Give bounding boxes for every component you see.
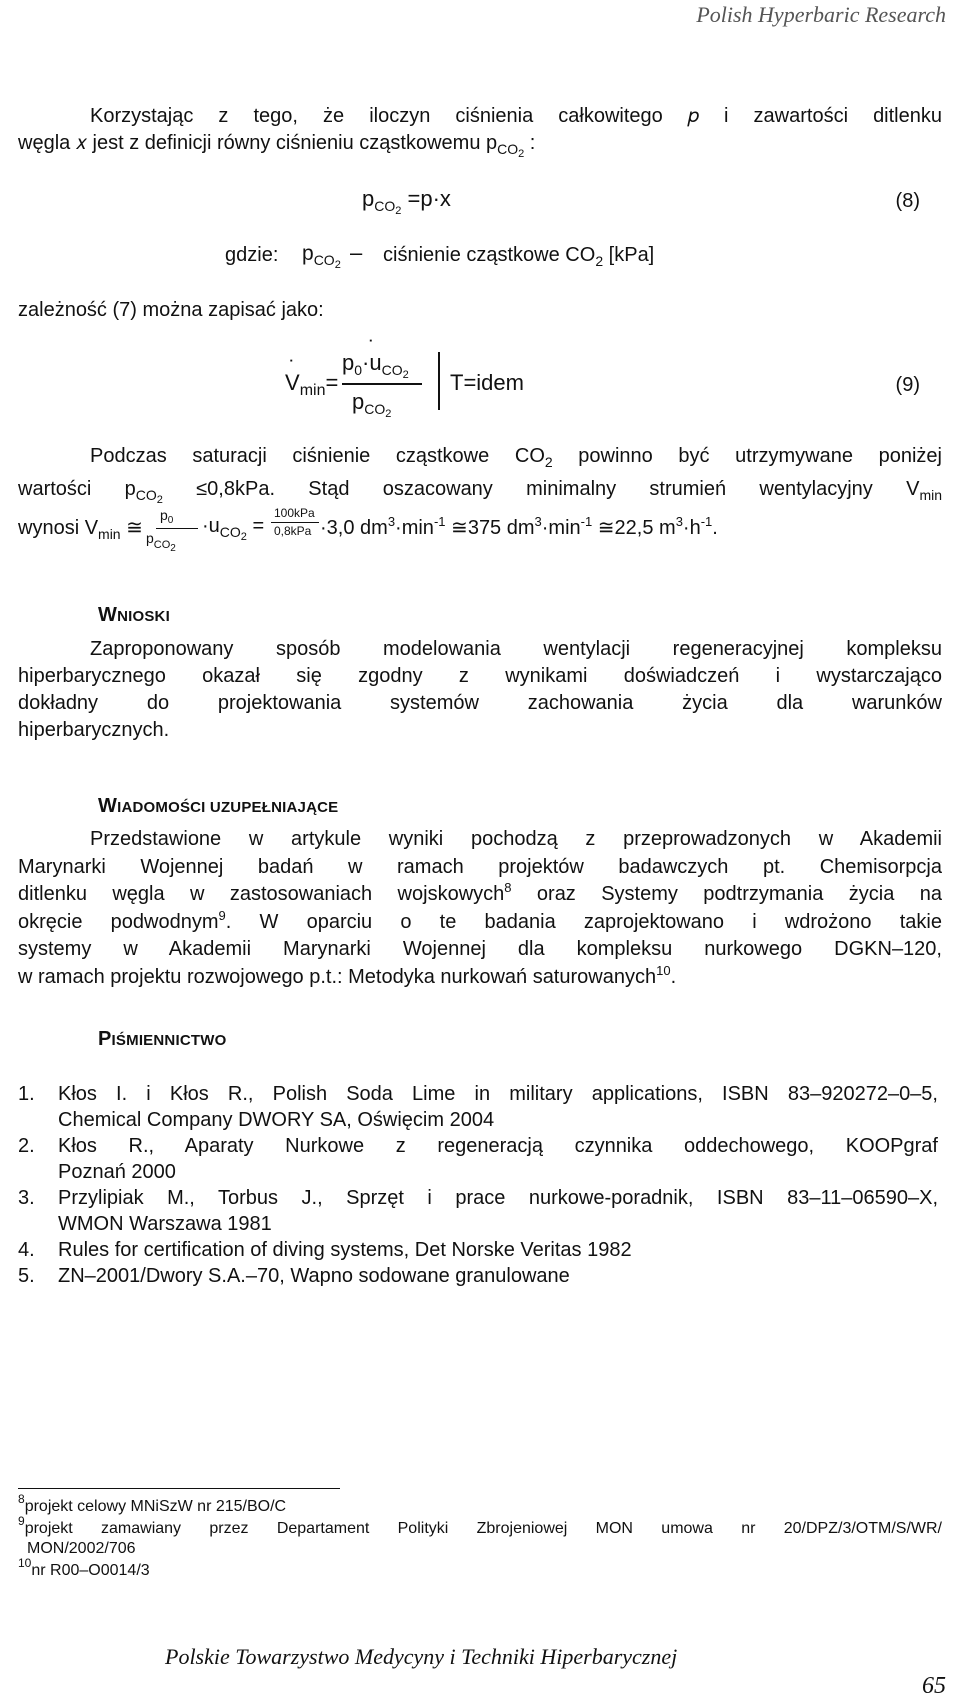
equation-9-number: (9) xyxy=(895,374,920,396)
equation-9-condition: T=idem xyxy=(450,370,524,395)
rewrite-line: zależność (7) można zapisać jako: xyxy=(18,299,324,321)
intro-line-1: Korzystając z tego, że iloczyn ciśnienia całkowitego 𝑝 i zawartości ditlenku xyxy=(90,105,942,127)
saturation-paragraph: Podczas saturacji ciśnienie cząstkowe $CO_2$ powinno być utrzymywane poniżej wartości $p_{CO_2} \le 0,8kPa$. Stąd oszacowany minimalny strumień wentylacyjny $V_{min}$ xyxy=(18,445,943,506)
formula-fraction-2-bar xyxy=(271,522,319,523)
intro-paragraph: Korzystając z tego, że iloczyn ciśnienia całkowitego 𝑝 i zawartości ditlenku węgla 𝑥 jest z definicji równy ciśnieniu cząstkowemu $p_{CO_2}$ : xyxy=(18,105,942,160)
formula-fraction-1-num: $p_0$ xyxy=(160,507,174,526)
saturation-formula-line: wynosi $V_{min}$ ≅ $p_0$ $p_{CO_2}$ $\cdot u_{CO_2}$ = 100kPa 0,8kPa ·3,0 $dm^3\cdot\min^{-1}$ ≅375 $dm^3\cdot\min^{-1}$ ≅22,5 $m^3\cdot h^{-1}$. xyxy=(18,506,718,554)
formula-fraction-2-den: 0,8kPa xyxy=(274,524,312,538)
where-label: gdzie: xyxy=(225,244,279,266)
conclusions-line-4: hiperbarycznych. xyxy=(18,719,170,741)
footnote-separator xyxy=(18,1488,340,1489)
equation-8-number: (8) xyxy=(895,190,920,212)
formula-fraction-1-bar xyxy=(156,528,198,529)
intro-line-2: węgla 𝑥 jest z definicji równy ciśnieniu cząstkowemu p xyxy=(18,132,498,154)
formula-fraction-2-num: 100kPa xyxy=(274,506,315,520)
equation-8: $p_{CO_2} =p\cdot x$ xyxy=(362,186,451,217)
equation-9-denominator: $p_{CO_2}$ xyxy=(352,389,392,420)
equation-9-lhs: ˙ $V_{min}=$ xyxy=(285,370,338,396)
equation-9-fraction-bar xyxy=(342,383,422,385)
conclusions-line-3: dokładny do projektowania systemów zachowania życia dla warunków xyxy=(18,692,942,714)
conclusions-paragraph xyxy=(18,636,942,744)
where-description: ciśnienie cząstkowe $CO_2$ [kPa] xyxy=(383,244,655,269)
equation-9-numerator: $p_0˙ \cdot u_{CO_2}$ xyxy=(342,350,409,376)
footer-society: Polskie Towarzystwo Medycyny i Techniki Hiperbarycznej xyxy=(165,1644,678,1669)
footnote-9: $^9$projekt zamawiany przez Departament Polityki Zbrojeniowej MON umowa nr 20/DPZ/3/OTM/S/WR/ MON/2002/706 xyxy=(18,1514,942,1557)
additional-info-heading: WIADOMOŚCI UZUPEŁNIAJĄCE xyxy=(98,795,339,817)
where-symbol: $p_{CO_2}$ xyxy=(302,242,341,271)
footnote-10: $^{10}$nr R00–O0014/3 xyxy=(18,1556,150,1579)
footnote-8: $^8$projekt celowy MNiSzW nr 215/BO/C xyxy=(18,1492,287,1515)
where-dash: – xyxy=(350,240,363,265)
conclusions-line-1: Zaproponowany sposób modelowania wentylacji regeneracyjnej kompleksu xyxy=(90,638,942,660)
conclusions-line-2: hiperbarycznego okazał się zgodny z wynikami doświadczeń i wystarczająco xyxy=(18,665,942,687)
additional-info-paragraph: Przedstawione w artykule wyniki pochodzą z przeprowadzonych w Akademii Marynarki Wojennej badań w ramach projektów badawczych pt. Chemisorpcja ditlenku węgla w zastosowaniach wojskowych$^8$ oraz Systemy podtrzymania życia na okręcie podwodnym$^9$. W oparciu o te badania zaprojektowano i wdrożono takie systemy w Akademii Marynarki Wojennej dla kompleksu nurkowego DGKN–120, w ramach projektu rozwojowego p.t.: Metodyka nurkowań saturowanych$^{10}$. xyxy=(18,828,942,988)
page-number: 65 xyxy=(922,1673,946,1699)
formula-fraction-1-den: $p_{CO_2}$ xyxy=(146,530,176,554)
references-heading: PIŚMIENNICTWO xyxy=(98,1028,227,1050)
equation-9-divider xyxy=(438,352,440,410)
journal-header: Polish Hyperbaric Research xyxy=(696,2,946,27)
conclusions-heading: WNIOSKI xyxy=(98,604,170,626)
